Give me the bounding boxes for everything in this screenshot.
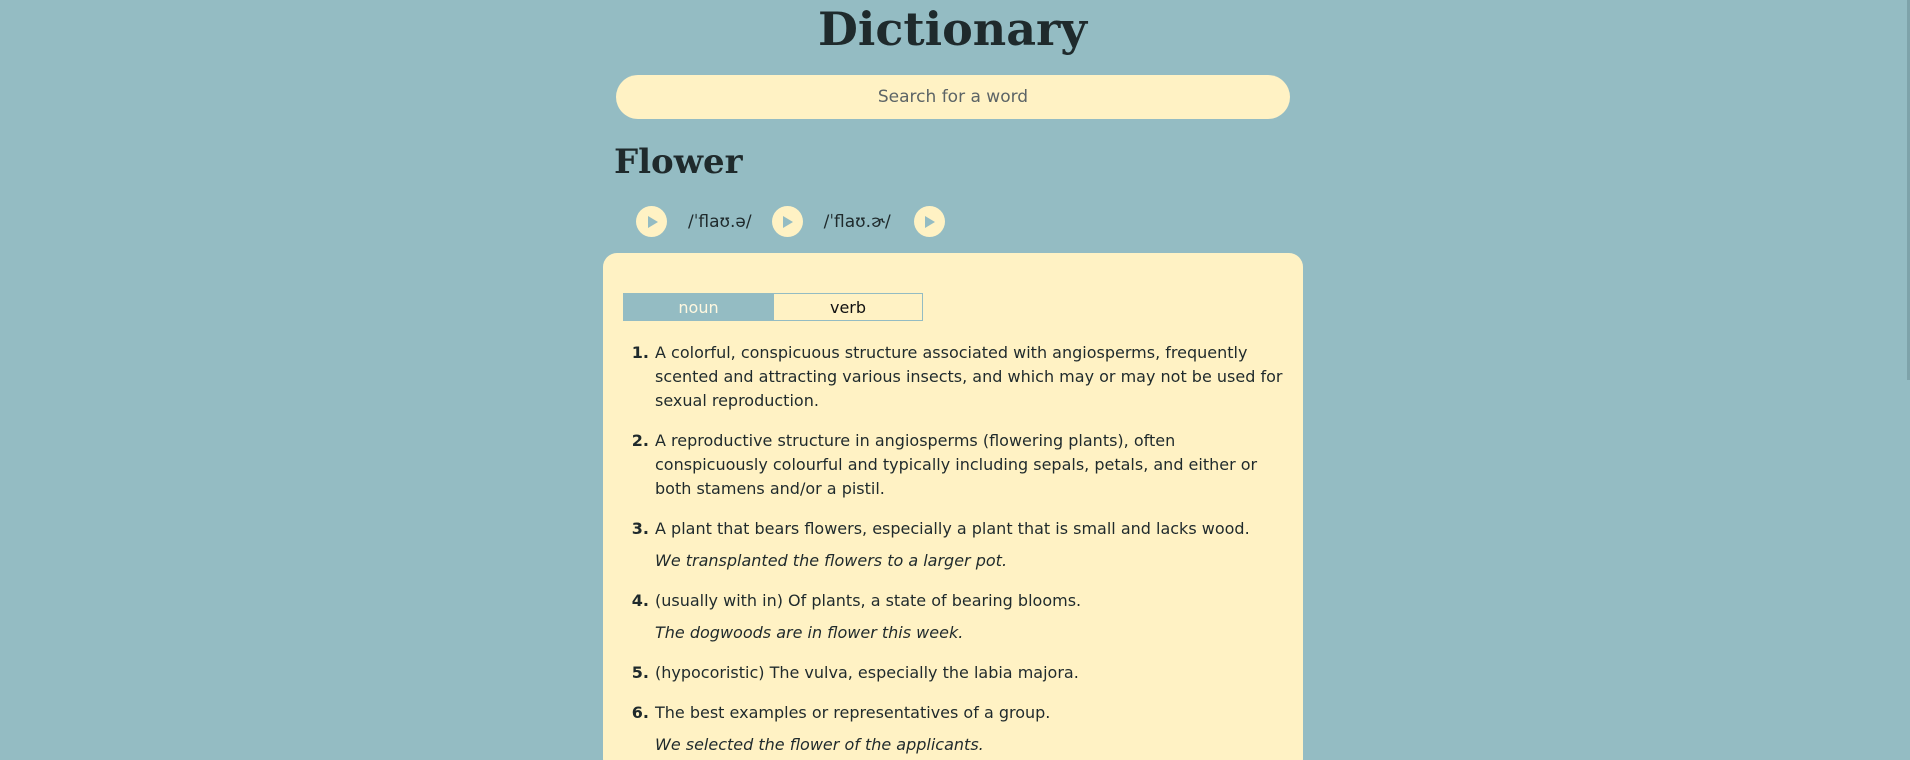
- play-audio-button-2[interactable]: [772, 206, 803, 237]
- definition-number: 2.: [631, 431, 649, 450]
- app-title: Dictionary: [818, 2, 1087, 56]
- definition-number: 5.: [631, 663, 649, 682]
- definition-text: A plant that bears flowers, especially a plant that is small and lacks wood.: [655, 519, 1250, 538]
- definition-list: [623, 341, 1283, 760]
- definition-text: The best examples or representatives of a group.: [655, 703, 1051, 722]
- tab-noun[interactable]: noun: [624, 294, 773, 320]
- play-audio-button-3[interactable]: [914, 206, 945, 237]
- definition-text: A colorful, conspicuous structure associated with angiosperms, frequently scented and attracting various insects, and which may or may not be used for sexual reproduction.: [655, 343, 1283, 410]
- part-of-speech-tabs: [623, 293, 923, 321]
- play-icon: [780, 215, 794, 229]
- phonetic-text-1: /ˈflaʊ.ə/: [688, 211, 752, 232]
- word-title: Flower: [614, 142, 743, 182]
- definition-item: [623, 517, 1283, 573]
- play-icon: [922, 215, 936, 229]
- pronunciation-row: [636, 206, 945, 237]
- definition-example: We transplanted the flowers to a larger pot.: [655, 551, 1008, 570]
- definition-text: (usually with in) Of plants, a state of bearing blooms.: [655, 591, 1082, 610]
- definition-number: 4.: [631, 591, 649, 610]
- play-icon: [645, 215, 659, 229]
- definition-item: [623, 701, 1283, 757]
- definition-item: [623, 429, 1283, 501]
- definition-text: (hypocoristic) The vulva, especially the labia majora.: [655, 663, 1079, 682]
- play-audio-button-1[interactable]: [636, 206, 667, 237]
- definition-card: [603, 253, 1303, 760]
- definition-item: [623, 589, 1283, 645]
- definition-text: A reproductive structure in angiosperms (flowering plants), often conspicuously colourful and typically including sepals, petals, and either or both stamens and/or a pistil.: [655, 431, 1258, 498]
- phonetic-text-2: /ˈflaʊ.ɚ/: [823, 211, 891, 232]
- definition-number: 6.: [631, 703, 649, 722]
- tab-verb[interactable]: verb: [773, 294, 922, 320]
- definition-example: We selected the flower of the applicants.: [655, 735, 984, 754]
- definition-number: 1.: [631, 343, 649, 362]
- definition-item: [623, 661, 1283, 685]
- definition-item: [623, 341, 1283, 413]
- search-input[interactable]: [616, 75, 1290, 119]
- definition-example: The dogwoods are in flower this week.: [655, 623, 964, 642]
- definition-number: 3.: [631, 519, 649, 538]
